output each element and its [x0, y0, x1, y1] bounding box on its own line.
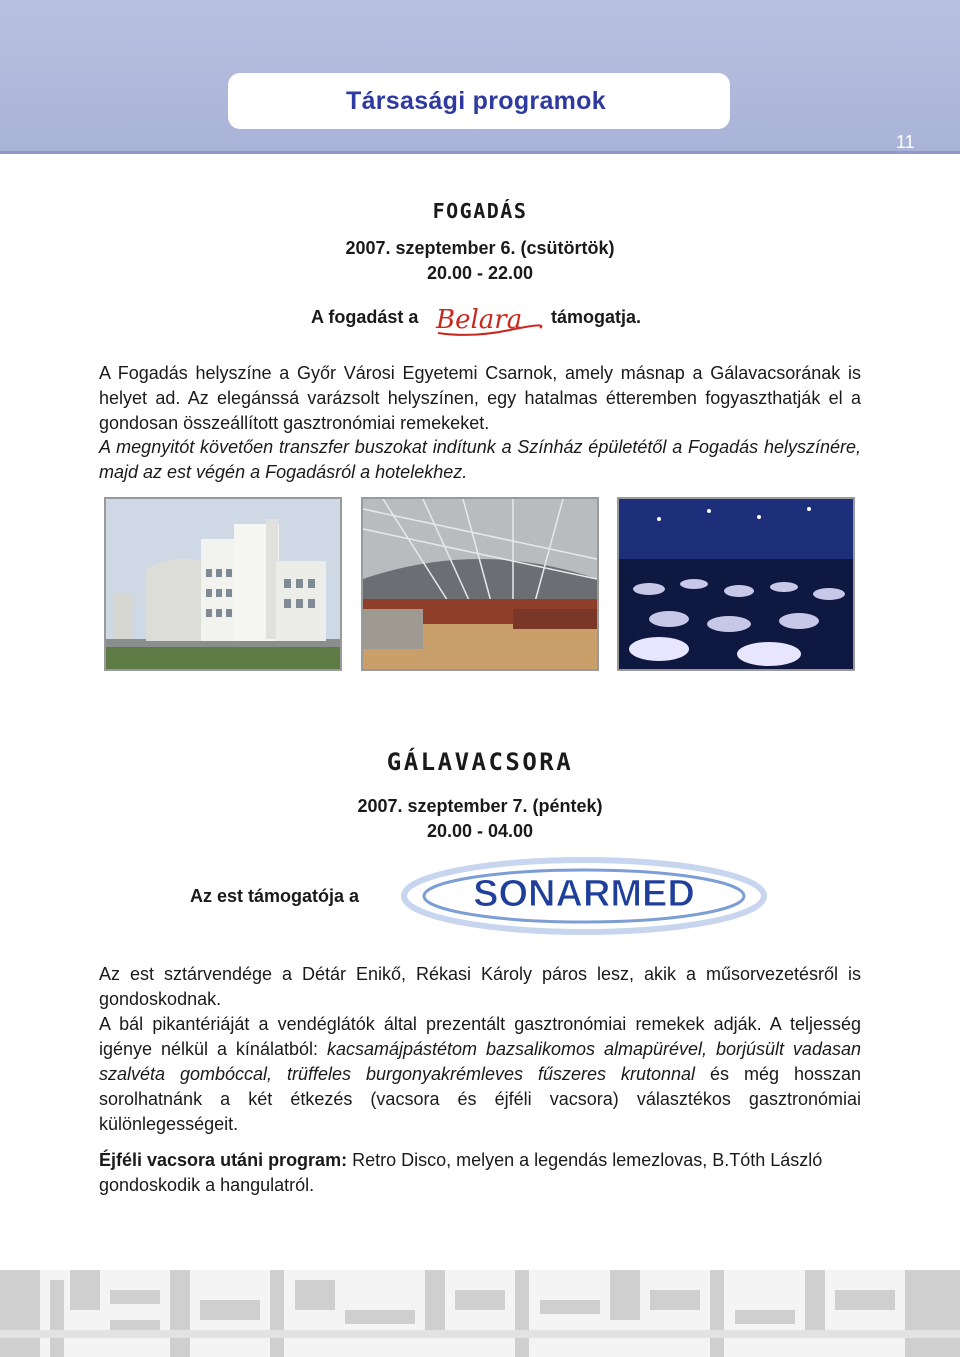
- banquet-photo: [617, 497, 855, 671]
- svg-text:Belara: Belara: [436, 305, 523, 335]
- gala-menu-text: kacsamájpástétom bazsalikomos almapürével, borjúsült vadasan szalvéta gombóccal, trüffeles burgonyakrémleves fűszeres krutonnal: [99, 1039, 861, 1084]
- fogadas-heading: FOGADÁS: [432, 199, 528, 223]
- fogadas-time: 20.00 - 22.00: [426, 263, 534, 283]
- midnight-text: Retro Disco, melyen a legendás lemezlovas, B.Tóth László gondoskodik a hangulatról.: [99, 1150, 823, 1195]
- page-number: 11: [896, 132, 915, 152]
- fogadas-paragraph-2: A megnyitót követően transzfer buszokat indítunk a Színház épületétől a Fogadás helyszínére, majd az est végén a Fogadásról a hotelekhez.: [99, 437, 861, 482]
- arena-hall-photo: [361, 497, 599, 671]
- decorative-pattern-footer: [0, 1270, 960, 1357]
- gala-heading: GÁLAVACSORA: [386, 748, 574, 776]
- gala-support-label: Az est támogatója a: [190, 886, 360, 906]
- gala-paragraph-2: [99, 1012, 861, 1137]
- gala-p2-end: és még hosszan sorolhatnánk a két étkezés (vacsora és éjféli vacsora) választékos gasztronómiai különlegességeit.: [99, 1064, 861, 1134]
- theatre-building-photo: [104, 497, 342, 671]
- gala-time: 20.00 - 04.00: [426, 821, 534, 841]
- gala-paragraph-3: [99, 1148, 861, 1198]
- sponsor-prefix: A fogadást a: [311, 307, 419, 327]
- title-box: [228, 73, 730, 129]
- fogadas-sponsor-line: [0, 300, 960, 340]
- sponsor-suffix: támogatja.: [551, 307, 642, 327]
- fogadas-paragraph-1: A Fogadás helyszíne a Győr Városi Egyetemi Csarnok, amely másnap a Gálavacsorának is helyet ad. Az elegánssá varázsolt helyszínen, egy hatalmas étteremben fogyaszthatják el a gondosan összeállított gasztronómiai remekeket.: [99, 363, 861, 433]
- gala-p2-start: A bál pikantériáját a vendéglátók által prezentált gasztronómiai remekek adják. A teljesség igénye nélkül a kínálatból:: [99, 1014, 861, 1059]
- header-rule: [0, 151, 960, 154]
- gala-date: 2007. szeptember 7. (péntek): [357, 796, 603, 816]
- belara-logo: [432, 300, 544, 340]
- sonarmed-logo: [395, 850, 773, 940]
- midnight-label: Éjféli vacsora utáni program:: [99, 1150, 348, 1170]
- page-title: Társasági programok: [346, 87, 606, 115]
- gala-paragraph-1: Az est sztárvendége a Détár Enikő, Rékasi Károly páros lesz, akik a műsorvezetésről is gondoskodnak.: [99, 964, 861, 1009]
- svg-text:SONARMED: SONARMED: [473, 873, 695, 915]
- fogadas-date: 2007. szeptember 6. (csütörtök): [345, 238, 615, 258]
